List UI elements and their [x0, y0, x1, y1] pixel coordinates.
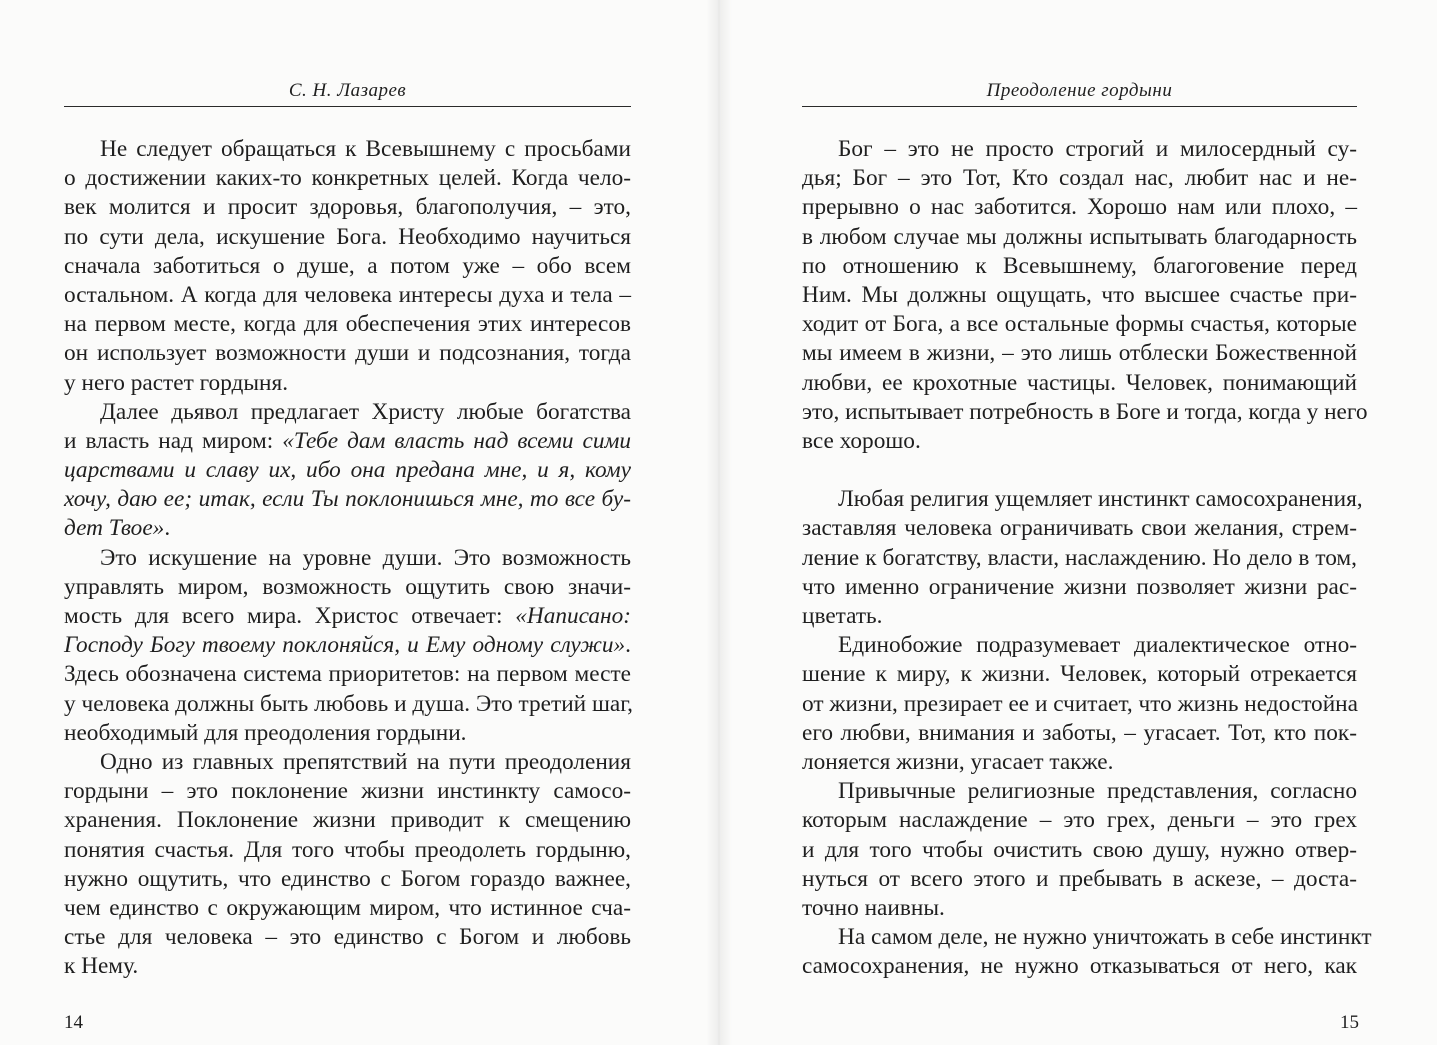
header-rule — [802, 106, 1357, 107]
text-line — [64, 894, 631, 923]
text-line — [802, 602, 1357, 631]
text-line — [802, 806, 1357, 835]
text-line — [64, 252, 631, 281]
line-text: самосохранения, не нужно отказываться от него, как — [802, 953, 1357, 980]
page-number: 14 — [64, 1012, 83, 1033]
text-line — [802, 281, 1357, 310]
text-line — [64, 573, 631, 602]
line-punctuation: . — [164, 515, 171, 542]
text-line — [802, 836, 1357, 865]
text-line — [64, 660, 631, 689]
text-line — [64, 806, 631, 835]
line-text: управлять миром, возможность ощутить свою значи- — [64, 573, 631, 600]
line-text: у него растет гордыня. — [64, 369, 289, 396]
line-text: век молится и просит здоровья, благополучия, – это, — [64, 194, 631, 221]
line-text: мы имеем в жизни, – это лишь отблески Божественной — [802, 340, 1357, 367]
text-line — [802, 631, 1357, 660]
text-line — [802, 660, 1357, 689]
text-line — [64, 748, 631, 777]
line-text: мость для всего мира. Христос отвечает: — [64, 603, 516, 629]
line-text: от жизни, презирает ее и считает, что жизнь недостойна — [802, 690, 1358, 717]
text-line — [802, 690, 1357, 719]
text-line — [64, 923, 631, 952]
line-text: Не следует обращаться к Всевышнему с просьбами — [100, 136, 631, 162]
line-text: в любом случае мы должны испытывать благодарность — [802, 223, 1357, 250]
line-text: любви, ее крохотные частицы. Человек, понимающий — [802, 369, 1357, 396]
body-text — [64, 135, 631, 981]
quotation-text: Господу Богу твоему поклоняйся, и Ему одному служи» — [64, 632, 626, 659]
line-text: Ним. Мы должны ощущать, что высшее счастье при- — [802, 281, 1357, 308]
right-page — [718, 0, 1437, 1045]
line-text: что именно ограничение жизни позволяет жизни рас- — [802, 573, 1357, 600]
text-line — [802, 164, 1357, 193]
text-line — [802, 427, 1357, 456]
line-text: это, испытывает потребность в Боге и тогда, когда у него — [802, 398, 1368, 425]
line-text: ление к богатству, власти, наслаждению. Но дело в том, — [802, 544, 1357, 571]
text-line — [64, 602, 631, 631]
line-text: Здесь обозначена система приоритетов: на первом месте — [64, 661, 631, 688]
text-line — [64, 135, 631, 164]
line-text: Любая религия ущемляет инстинкт самосохранения, — [838, 486, 1363, 513]
text-line — [64, 456, 631, 485]
line-text: Привычные религиозные представления, согласно — [838, 778, 1357, 805]
line-text: на первом месте, когда для обеспечения этих интересов — [64, 311, 631, 338]
text-line — [64, 690, 631, 719]
quotation-text: «Тебе дам власть над всеми сими — [282, 427, 631, 454]
line-text: лоняется жизни, угасает также. — [802, 748, 1114, 775]
line-text: Бог – это не просто строгий и милосердный су- — [838, 136, 1357, 162]
header-rule — [64, 106, 631, 107]
line-text: которым наслаждение – это грех, деньги – это грех — [802, 807, 1357, 834]
text-line — [802, 719, 1357, 748]
line-text: цветать. — [802, 603, 883, 629]
line-text: все хорошо. — [802, 427, 921, 454]
line-text: по отношению к Всевышнему, благоговение перед — [802, 252, 1357, 279]
line-text: стье для человека – это единство с Богом и любовь — [64, 924, 631, 951]
text-line — [802, 777, 1357, 806]
quotation-text: дет Твое» — [64, 515, 165, 542]
text-line — [802, 573, 1357, 602]
text-line — [802, 339, 1357, 368]
text-line — [64, 369, 631, 398]
text-line — [802, 865, 1357, 894]
line-text: шение к миру, к жизни. Человек, который отрекается — [802, 661, 1357, 688]
line-text: к Нему. — [64, 953, 139, 980]
text-line — [64, 310, 631, 339]
text-line — [64, 164, 631, 193]
text-line — [802, 398, 1368, 427]
running-head-author: С. Н. Лазарев — [288, 80, 407, 101]
text-line — [64, 631, 631, 660]
text-line — [64, 514, 631, 543]
line-text: Одно из главных препятствий на пути преодоления — [100, 748, 631, 775]
line-text: его любви, внимания и заботы, – угасает. Тот, кто пок- — [802, 719, 1357, 746]
line-text: остальном. А когда для человека интересы духа и тела – — [64, 281, 631, 308]
line-text: Это искушение на уровне души. Это возможность — [100, 544, 631, 571]
line-text: сначала заботиться о душе, а потом уже – обо всем — [64, 252, 631, 279]
quotation-text: «Написано: — [515, 603, 631, 629]
line-text: нужно ощутить, что единство с Богом гораздо важнее, — [64, 865, 631, 892]
line-text: по сути дела, искушение Бога. Необходимо научиться — [64, 223, 631, 250]
line-text: хранения. Поклонение жизни приводит к смещению — [64, 807, 631, 834]
line-text: дья; Бог – это Тот, Кто создал нас, любит нас и не- — [802, 165, 1357, 192]
text-line — [64, 836, 631, 865]
text-line — [802, 135, 1357, 164]
line-text: заставляя человека ограничивать свои желания, стрем- — [802, 515, 1357, 542]
text-line — [64, 223, 631, 252]
text-line — [802, 310, 1357, 339]
line-text: и для того чтобы очистить свою душу, нужно отвер- — [802, 836, 1357, 863]
line-text: понятия счастья. Для того чтобы преодолеть гордыню, — [64, 836, 631, 863]
text-line — [802, 544, 1357, 573]
text-line — [64, 544, 631, 573]
line-text: На самом деле, не нужно уничтожать в себе инстинкт — [838, 924, 1372, 951]
line-text: Единобожие подразумевает диалектическое отно- — [838, 632, 1357, 659]
text-line — [64, 339, 631, 368]
text-line — [64, 719, 631, 748]
line-text: ходит от Бога, а все остальные формы счастья, которые — [802, 311, 1357, 338]
line-text: прерывно о нас заботится. Хорошо нам или плохо, – — [802, 194, 1357, 221]
text-line — [802, 894, 1357, 923]
text-line — [802, 252, 1357, 281]
text-line — [64, 398, 631, 427]
line-text: о достижении каких-то конкретных целей. Когда чело- — [64, 165, 631, 192]
page-number: 15 — [1340, 1012, 1359, 1033]
line-text: он использует возможности души и подсознания, тогда — [64, 340, 631, 367]
line-text: гордыни – это поклонение жизни инстинкту самосо- — [64, 778, 631, 805]
text-line — [64, 427, 631, 456]
text-line — [802, 193, 1357, 222]
line-text: точно наивны. — [802, 894, 945, 921]
text-line — [802, 952, 1357, 981]
text-line — [64, 865, 631, 894]
line-text: у человека должны быть любовь и душа. Это третий шаг, — [64, 690, 633, 717]
text-line — [802, 223, 1357, 252]
line-text: нуться от всего этого и пребывать в аскезе, – доста- — [802, 865, 1357, 892]
text-line — [802, 923, 1372, 952]
blank-line — [802, 456, 1357, 485]
line-text: и власть над миром: — [64, 427, 283, 454]
text-line — [64, 281, 631, 310]
text-line — [802, 369, 1357, 398]
text-line — [64, 952, 631, 981]
text-line — [802, 748, 1357, 777]
text-line — [64, 777, 631, 806]
running-head-title: Преодоление гордыни — [986, 80, 1173, 101]
text-line — [802, 485, 1363, 514]
text-line — [802, 514, 1357, 543]
left-page — [0, 0, 718, 1045]
quotation-text: царствами и славу их, ибо она предана мне, и я, кому — [64, 457, 631, 484]
body-text — [802, 135, 1372, 981]
text-line — [64, 193, 631, 222]
quotation-text: хочу, даю ее; итак, если Ты поклонишься мне, то все бу- — [64, 486, 631, 513]
line-text: чем единство с окружающим миром, что истинное сча- — [64, 894, 631, 921]
line-text: Далее дьявол предлагает Христу любые богатства — [100, 398, 631, 425]
line-punctuation: . — [625, 632, 631, 659]
line-text: необходимый для преодоления гордыни. — [64, 719, 467, 746]
text-line — [64, 485, 631, 514]
